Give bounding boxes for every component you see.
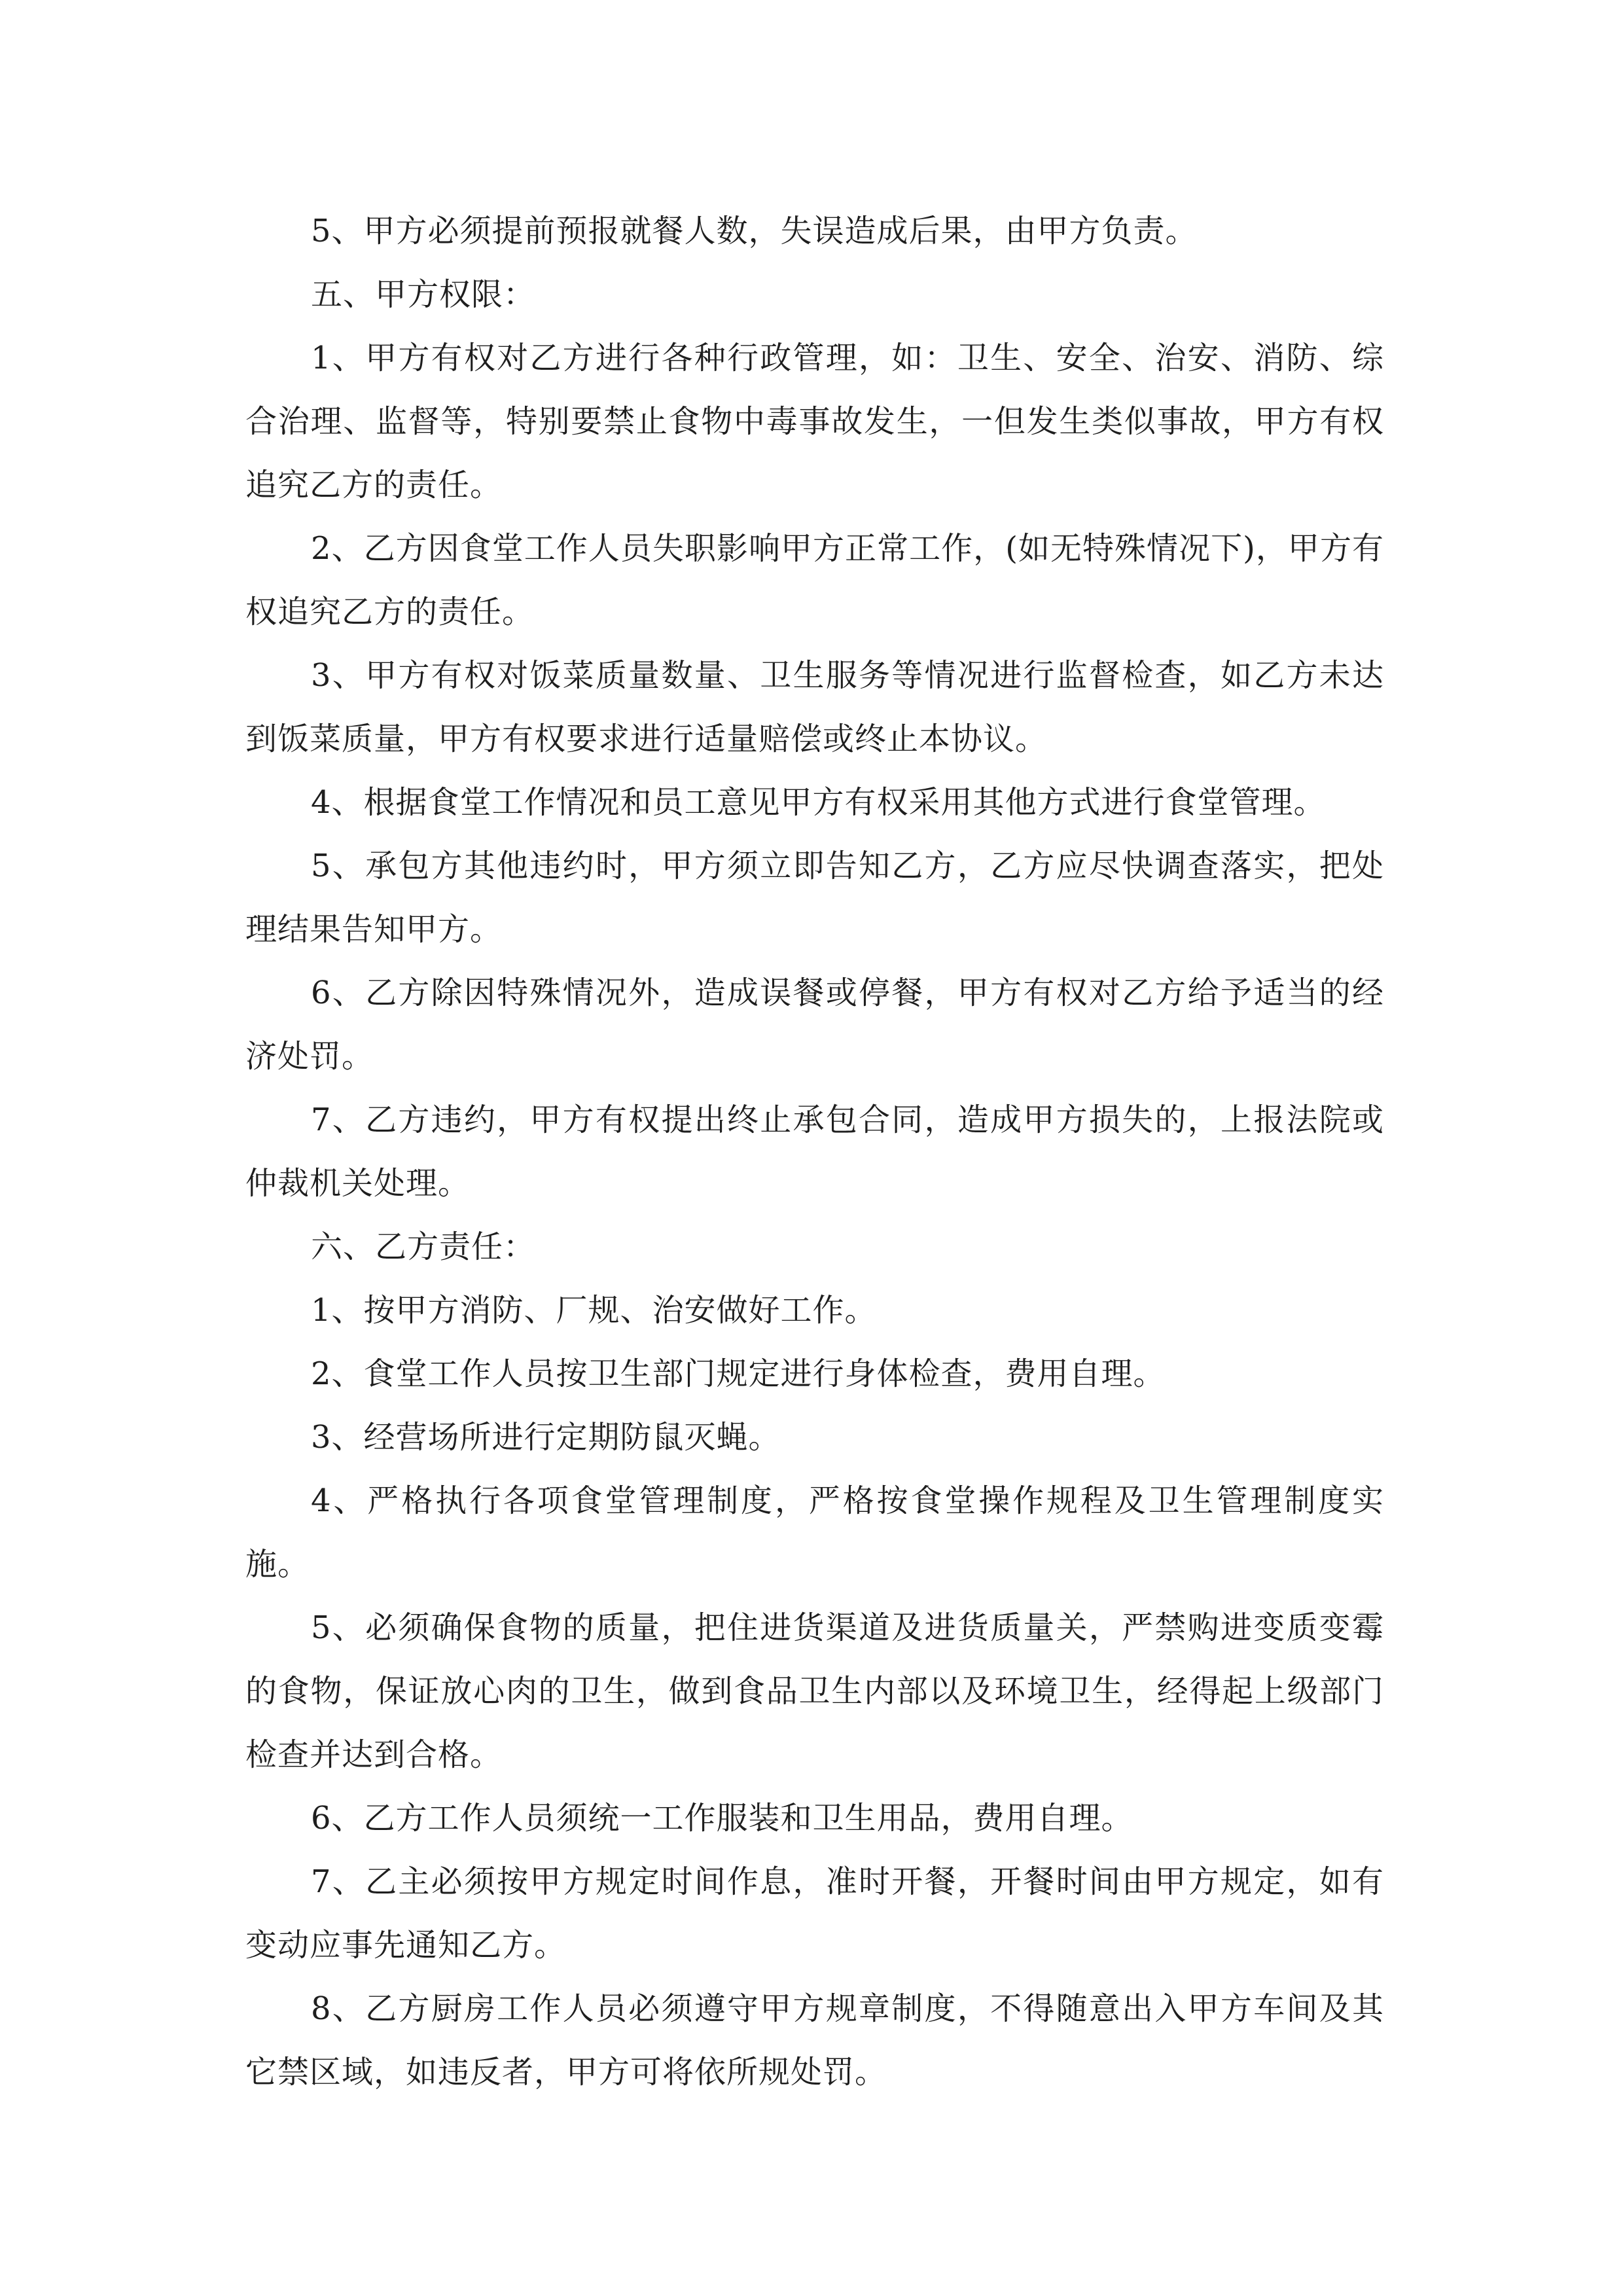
paragraph: 2、乙方因食堂工作人员失职影响甲方正常工作，(如无特殊情况下)，甲方有权追究乙方的责任。 [245,530,1384,630]
paragraph: 4、严格执行各项食堂管理制度，严格按食堂操作规程及卫生管理制度实施。 [245,1482,1384,1583]
paragraph: 3、甲方有权对饭菜质量数量、卫生服务等情况进行监督检查，如乙方未达到饭菜质量，甲方有权要求进行适量赔偿或终止本协议。 [245,657,1384,757]
paragraph: 1、甲方有权对乙方进行各种行政管理，如：卫生、安全、治安、消防、综合治理、监督等，特别要禁止食物中毒事故发生，一但发生类似事故，甲方有权追究乙方的责任。 [245,340,1384,503]
paragraph: 6、乙方除因特殊情况外，造成误餐或停餐，甲方有权对乙方给予适当的经济处罚。 [245,975,1384,1075]
paragraph: 4、根据食堂工作情况和员工意见甲方有权采用其他方式进行食堂管理。 [311,784,1326,821]
section-heading: 六、乙方责任： [311,1229,536,1265]
document-body [245,200,1384,2104]
section-heading: 五、甲方权限： [311,276,536,313]
paragraph: 7、乙方违约，甲方有权提出终止承包合同，造成甲方损失的，上报法院或仲裁机关处理。 [245,1102,1384,1202]
paragraph: 5、甲方必须提前预报就餐人数，失误造成后果，由甲方负责。 [311,213,1198,249]
paragraph: 8、乙方厨房工作人员必须遵守甲方规章制度，不得随意出入甲方车间及其它禁区域，如违反者，甲方可将依所规处罚。 [245,1990,1384,2090]
paragraph: 3、经营场所进行定期防鼠灭蝇。 [311,1419,781,1456]
paragraph: 2、食堂工作人员按卫生部门规定进行身体检查，费用自理。 [311,1355,1166,1392]
paragraph: 1、按甲方消防、厂规、治安做好工作。 [311,1292,877,1329]
paragraph: 7、乙主必须按甲方规定时间作息，准时开餐，开餐时间由甲方规定，如有变动应事先通知乙方。 [245,1863,1384,1964]
paragraph: 5、必须确保食物的质量，把住进货渠道及进货质量关，严禁购进变质变霉的食物，保证放心肉的卫生，做到食品卫生内部以及环境卫生，经得起上级部门检查并达到合格。 [245,1609,1384,1773]
paragraph: 5、承包方其他违约时，甲方须立即告知乙方，乙方应尽快调查落实，把处理结果告知甲方。 [245,848,1384,948]
paragraph: 6、乙方工作人员须统一工作服装和卫生用品，费用自理。 [311,1800,1133,1837]
